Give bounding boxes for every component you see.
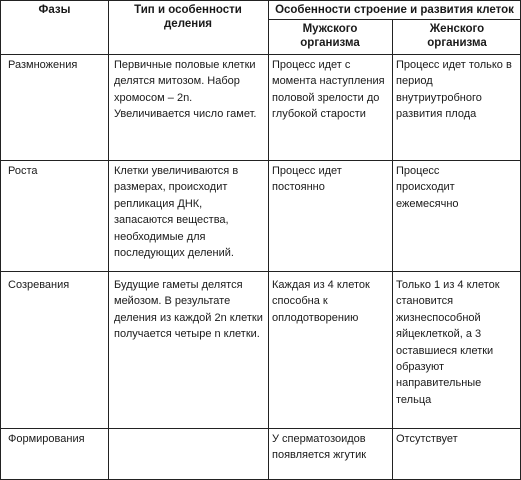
phase-cell: Созревания bbox=[8, 279, 70, 291]
male-cell: Процесс идет с момента наступления половой зрелости до глубокой старости bbox=[272, 59, 385, 121]
phase-cell: Формирования bbox=[8, 433, 85, 445]
header-phases: Фазы bbox=[38, 4, 71, 16]
border-col-1 bbox=[108, 0, 109, 480]
female-cell: Отсутствует bbox=[396, 433, 458, 445]
male-cell: У сперматозоидов появляется жгутик bbox=[272, 433, 367, 462]
header-cell-features: Особенности строение и развития клеток bbox=[275, 4, 514, 16]
male-cell: Каждая из 4 клеток способна к оплодотворению bbox=[272, 279, 370, 324]
phase-cell: Размножения bbox=[8, 59, 78, 71]
border-under-features bbox=[268, 19, 521, 20]
male-cell: Процесс идет постоянно bbox=[272, 165, 342, 194]
border-left bbox=[0, 0, 1, 480]
header-female: Женского организма bbox=[427, 23, 487, 49]
female-cell: Процесс происходит ежемесячно bbox=[396, 165, 459, 210]
division-type-cell: Первичные половые клетки делятся митозом. Набор хромосом – 2n. Увеличивается число гамет. bbox=[114, 59, 257, 121]
division-type-cell: Клетки увеличиваются в размерах, происходит репликация ДНК, запасаются вещества, необходимые для последующих делений. bbox=[114, 165, 239, 260]
border-row-3 bbox=[0, 428, 521, 429]
border-under-header bbox=[0, 54, 521, 55]
border-col-2 bbox=[268, 0, 269, 480]
female-cell: Только 1 из 4 клеток становится жизнеспособной яйцеклеткой, а 3 оставшиеся клетки образуют направительные тельца bbox=[396, 279, 500, 406]
border-col-3 bbox=[392, 19, 393, 480]
phase-cell: Роста bbox=[8, 165, 38, 177]
header-division-type: Тип и особенности деления bbox=[134, 4, 242, 30]
border-top bbox=[0, 0, 521, 1]
border-row-1 bbox=[0, 160, 521, 161]
female-cell: Процесс идет только в период внутриутробного развития плода bbox=[396, 59, 512, 121]
division-type-cell: Будущие гаметы делятся мейозом. В результате деления из каждой 2n клетки получается четыре n клетки. bbox=[114, 279, 263, 341]
border-row-2 bbox=[0, 271, 521, 272]
header-male: Мужского организма bbox=[300, 23, 360, 49]
